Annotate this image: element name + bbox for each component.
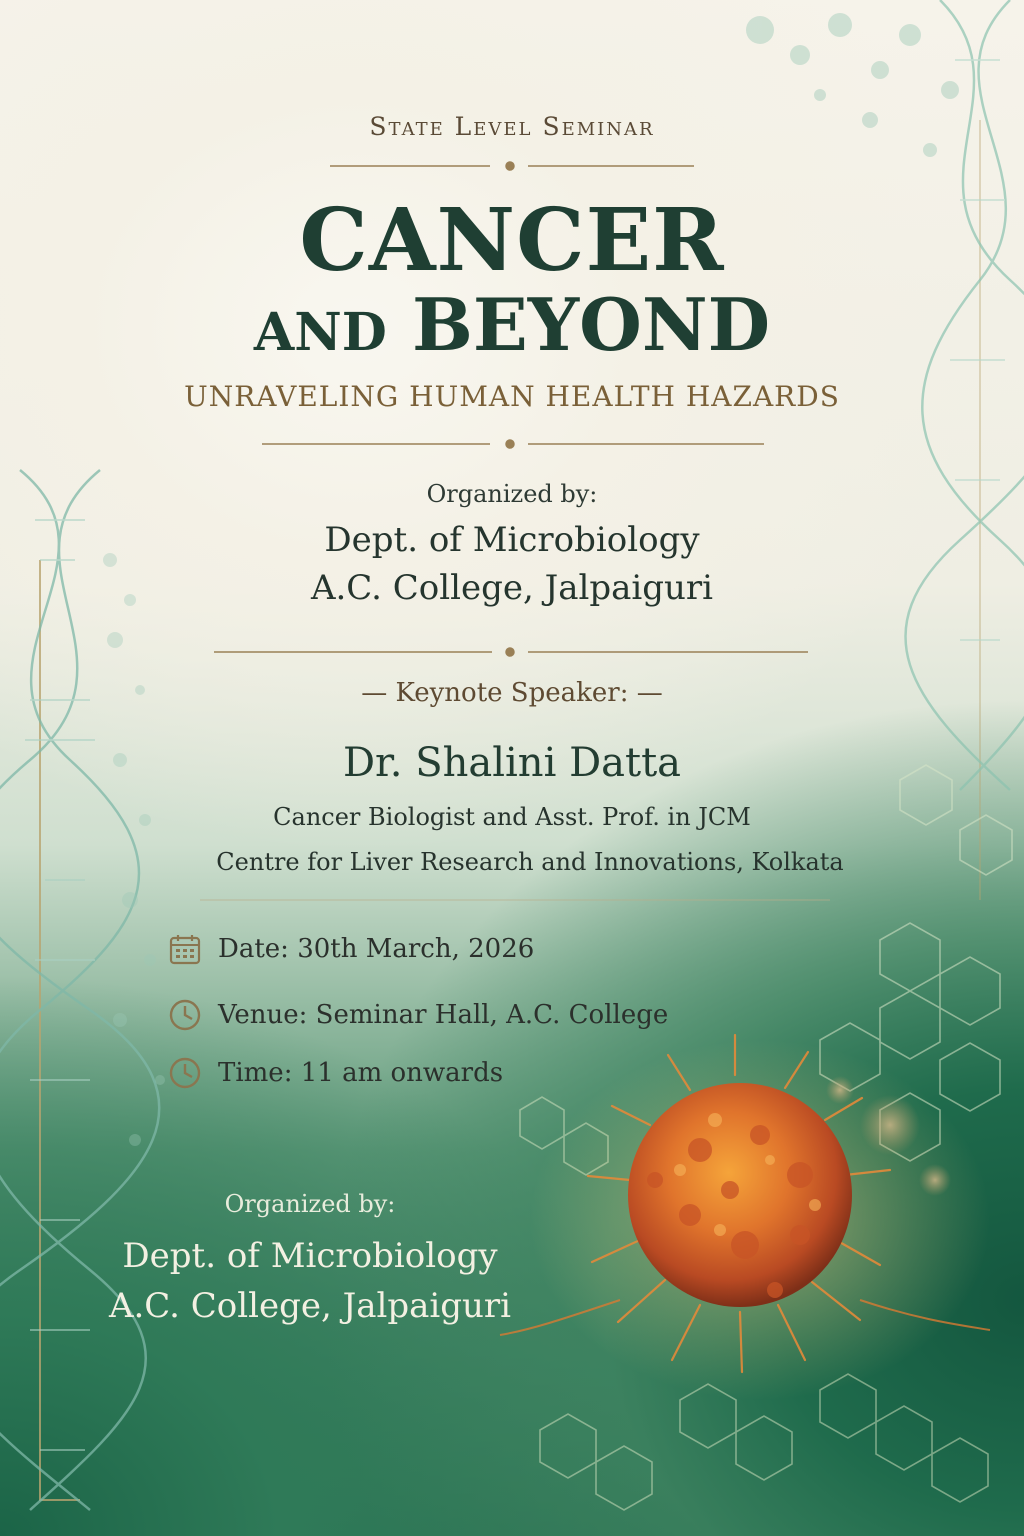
speaker-title: Cancer Biologist and Asst. Prof. in JCM [273,803,751,831]
time-row [168,1056,503,1090]
divider-ornament-3 [214,648,808,656]
divider-ornament-1 [330,162,694,170]
seminar-subtitle: UNRAVELING HUMAN HEALTH HAZARDS [184,380,840,413]
calendar-icon [168,932,202,966]
title-line-1: CANCER [299,190,725,291]
venue-text: Venue: Seminar Hall, A.C. College [218,1000,669,1030]
organizer-label-top: Organized by: [426,480,598,508]
title-line-2 [0,282,1024,367]
clock-icon [168,1056,202,1090]
clock-icon [168,998,202,1032]
organizer-dept-bottom: Dept. of Microbiology [122,1236,498,1276]
organizer-label-bottom: Organized by: [224,1190,396,1218]
title-line-2-main: BEYOND [411,282,771,367]
speaker-name: Dr. Shalini Datta [342,740,681,786]
time-text: Time: 11 am onwards [218,1058,504,1088]
organizer-college-top: A.C. College, Jalpaiguri [310,568,714,608]
organizer-dept-top: Dept. of Microbiology [324,520,700,560]
title-line-2-prefix: AND [253,302,387,363]
seminar-level-label: State Level Seminar [369,112,655,141]
keynote-label: — Keynote Speaker: — [361,678,663,708]
venue-row [168,998,668,1032]
dna-helix-left [0,470,159,1510]
organizer-college-bottom: A.C. College, Jalpaiguri [108,1286,512,1326]
date-text: Date: 30th March, 2026 [218,934,535,964]
speaker-affiliation: Centre for Liver Research and Innovations, Kolkata [216,848,844,876]
divider-ornament-2 [262,440,764,448]
date-row [168,932,534,966]
